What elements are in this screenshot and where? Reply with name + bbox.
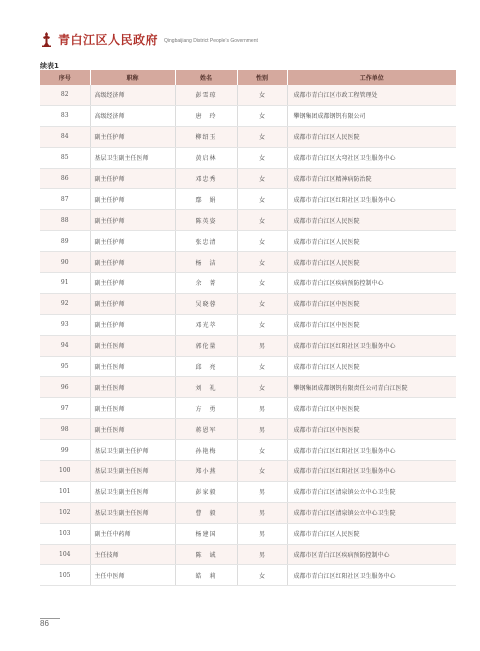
page-header — [40, 30, 258, 48]
cell-title: 基层卫生副主任医师 — [90, 502, 175, 523]
cell-sex: 女 — [237, 168, 287, 189]
cell-no: 94 — [40, 335, 90, 356]
cell-unit: 成都市青白江区红阳社区卫生服务中心 — [287, 440, 456, 461]
cell-no: 103 — [40, 523, 90, 544]
cell-name: 孙艳梅 — [175, 440, 237, 461]
column-header-title: 职称 — [90, 70, 175, 85]
cell-title: 副主任医师 — [90, 398, 175, 419]
table-row — [40, 293, 456, 314]
cell-unit: 成都市区青白江区疾病预防控制中心 — [287, 544, 456, 565]
cell-sex: 女 — [237, 189, 287, 210]
cell-name: 柳绍玉 — [175, 126, 237, 147]
cell-no: 102 — [40, 502, 90, 523]
cell-title: 副主任中药师 — [90, 523, 175, 544]
table-row — [40, 168, 456, 189]
cell-name: 邱 亮 — [175, 356, 237, 377]
table-row — [40, 189, 456, 210]
cell-no: 88 — [40, 210, 90, 231]
cell-no: 99 — [40, 440, 90, 461]
table-row — [40, 440, 456, 461]
cell-unit: 成都市青白江区中医医院 — [287, 314, 456, 335]
site-subtitle: Qingbaijiang District People’s Government — [164, 37, 258, 44]
table-row — [40, 231, 456, 252]
table-row — [40, 502, 456, 523]
table-row — [40, 356, 456, 377]
table-row — [40, 147, 456, 168]
cell-unit: 成都市青白江区人民医院 — [287, 231, 456, 252]
cell-unit: 成都市青白江区清泉镇公立中心卫生院 — [287, 502, 456, 523]
cell-no: 85 — [40, 147, 90, 168]
cell-sex: 女 — [237, 461, 287, 482]
cell-title: 副主任护师 — [90, 231, 175, 252]
table-body — [40, 85, 456, 586]
cell-no: 96 — [40, 377, 90, 398]
column-header-sex: 性别 — [237, 70, 287, 85]
cell-sex: 女 — [237, 293, 287, 314]
table-row — [40, 523, 456, 544]
table-row — [40, 210, 456, 231]
cell-no: 82 — [40, 85, 90, 105]
cell-name: 彭家毅 — [175, 481, 237, 502]
cell-name: 黄启林 — [175, 147, 237, 168]
cell-name: 鄢 娟 — [175, 189, 237, 210]
cell-unit: 成都市青白江区精神病防治院 — [287, 168, 456, 189]
cell-name: 郑小燕 — [175, 461, 237, 482]
cell-title: 副主任护师 — [90, 168, 175, 189]
cell-no: 86 — [40, 168, 90, 189]
table-row — [40, 419, 456, 440]
cell-title: 主任中医师 — [90, 565, 175, 586]
cell-title: 副主任护师 — [90, 273, 175, 294]
cell-title: 基层卫生副主任医师 — [90, 147, 175, 168]
table-row — [40, 85, 456, 105]
cell-name: 陈 诚 — [175, 544, 237, 565]
table-row — [40, 544, 456, 565]
cell-sex: 女 — [237, 377, 287, 398]
cell-name: 杨建国 — [175, 523, 237, 544]
cell-sex: 女 — [237, 147, 287, 168]
cell-name: 邓光萃 — [175, 314, 237, 335]
cell-unit: 成都市青白江区大弯社区卫生服务中心 — [287, 147, 456, 168]
cell-no: 87 — [40, 189, 90, 210]
cell-no: 100 — [40, 461, 90, 482]
cell-name: 刘 礼 — [175, 377, 237, 398]
cell-name: 唐 玲 — [175, 105, 237, 126]
cell-name: 邓忠秀 — [175, 168, 237, 189]
cell-unit: 成都市青白江区中医医院 — [287, 419, 456, 440]
cell-unit: 成都市青白江区市政工程管理处 — [287, 85, 456, 105]
table-row — [40, 273, 456, 294]
page-number: 86 — [40, 619, 49, 628]
cell-unit: 成都市青白江区红阳社区卫生服务中心 — [287, 461, 456, 482]
cell-no: 90 — [40, 252, 90, 273]
cell-no: 89 — [40, 231, 90, 252]
cell-sex: 女 — [237, 252, 287, 273]
cell-unit: 成都市青白江区疾病预防控制中心 — [287, 273, 456, 294]
cell-sex: 男 — [237, 335, 287, 356]
table-row — [40, 126, 456, 147]
cell-unit: 攀钢集团成都钢钒有限公司 — [287, 105, 456, 126]
cell-unit: 成都市青白江区人民医院 — [287, 523, 456, 544]
cell-sex: 男 — [237, 419, 287, 440]
cell-unit: 成都市青白江区中医医院 — [287, 293, 456, 314]
column-header-no: 序号 — [40, 70, 90, 85]
cell-title: 副主任护师 — [90, 210, 175, 231]
cell-no: 104 — [40, 544, 90, 565]
cell-title: 副主任医师 — [90, 419, 175, 440]
column-header-unit: 工作单位 — [287, 70, 456, 85]
cell-sex: 女 — [237, 565, 287, 586]
cell-name: 皓 莉 — [175, 565, 237, 586]
cell-sex: 男 — [237, 481, 287, 502]
cell-name: 曹 毅 — [175, 502, 237, 523]
column-header-name: 姓名 — [175, 70, 237, 85]
cell-no: 93 — [40, 314, 90, 335]
table-row — [40, 481, 456, 502]
cell-unit: 成都市青白江区人民医院 — [287, 356, 456, 377]
cell-title: 副主任护师 — [90, 293, 175, 314]
cell-unit: 成都市青白江区人民医院 — [287, 252, 456, 273]
cell-unit: 成都市青白江区红阳社区卫生服务中心 — [287, 189, 456, 210]
cell-name: 蒋恩军 — [175, 419, 237, 440]
cell-sex: 女 — [237, 273, 287, 294]
cell-title: 副主任医师 — [90, 377, 175, 398]
cell-sex: 女 — [237, 440, 287, 461]
cell-unit: 攀钢集团成都钢钒有限责任公司青白江医院 — [287, 377, 456, 398]
cell-name: 吴晓蓉 — [175, 293, 237, 314]
cell-no: 92 — [40, 293, 90, 314]
cell-name: 郭伦量 — [175, 335, 237, 356]
table-row — [40, 377, 456, 398]
cell-title: 副主任护师 — [90, 314, 175, 335]
cell-title: 副主任护师 — [90, 189, 175, 210]
personnel-table — [40, 70, 456, 586]
cell-title: 主任技师 — [90, 544, 175, 565]
cell-sex: 男 — [237, 398, 287, 419]
cell-title: 基层卫生副主任护师 — [90, 440, 175, 461]
cell-title: 高级经济师 — [90, 105, 175, 126]
table-row — [40, 565, 456, 586]
cell-no: 101 — [40, 481, 90, 502]
cell-sex: 男 — [237, 502, 287, 523]
cell-title: 副主任医师 — [90, 335, 175, 356]
table-row — [40, 335, 456, 356]
cell-sex: 女 — [237, 314, 287, 335]
cell-name: 张忠清 — [175, 231, 237, 252]
cell-unit: 成都市青白江区红阳社区卫生服务中心 — [287, 335, 456, 356]
cell-unit: 成都市青白江区人民医院 — [287, 210, 456, 231]
cell-no: 83 — [40, 105, 90, 126]
cell-name: 陈英姿 — [175, 210, 237, 231]
cell-name: 方 勇 — [175, 398, 237, 419]
cell-title: 基层卫生副主任医师 — [90, 481, 175, 502]
cell-unit: 成都市青白江区红阳社区卫生服务中心 — [287, 565, 456, 586]
cell-title: 副主任护师 — [90, 126, 175, 147]
cell-sex: 女 — [237, 85, 287, 105]
cell-unit: 成都市青白江区中医医院 — [287, 398, 456, 419]
cell-no: 98 — [40, 419, 90, 440]
table-header-row — [40, 70, 456, 85]
bronze-figure-logo-icon — [40, 31, 53, 47]
table-row — [40, 252, 456, 273]
cell-no: 97 — [40, 398, 90, 419]
table-row — [40, 398, 456, 419]
cell-sex: 女 — [237, 105, 287, 126]
table-row — [40, 461, 456, 482]
cell-sex: 女 — [237, 210, 287, 231]
cell-unit: 成都市青白江区人民医院 — [287, 126, 456, 147]
cell-sex: 男 — [237, 544, 287, 565]
cell-no: 91 — [40, 273, 90, 294]
continued-label: 续表1 — [40, 62, 59, 70]
site-title: 青白江区人民政府 — [58, 32, 159, 47]
cell-name: 彭雪琼 — [175, 85, 237, 105]
cell-sex: 女 — [237, 231, 287, 252]
table-row — [40, 314, 456, 335]
cell-title: 副主任护师 — [90, 252, 175, 273]
cell-sex: 女 — [237, 356, 287, 377]
cell-title: 副主任医师 — [90, 356, 175, 377]
cell-no: 84 — [40, 126, 90, 147]
cell-title: 基层卫生副主任医师 — [90, 461, 175, 482]
cell-sex: 女 — [237, 126, 287, 147]
cell-title: 高级经济师 — [90, 85, 175, 105]
cell-name: 余 菁 — [175, 273, 237, 294]
table-row — [40, 105, 456, 126]
cell-name: 杨 洁 — [175, 252, 237, 273]
cell-unit: 成都市青白江区清泉镇公立中心卫生院 — [287, 481, 456, 502]
cell-no: 95 — [40, 356, 90, 377]
cell-sex: 男 — [237, 523, 287, 544]
cell-no: 105 — [40, 565, 90, 586]
